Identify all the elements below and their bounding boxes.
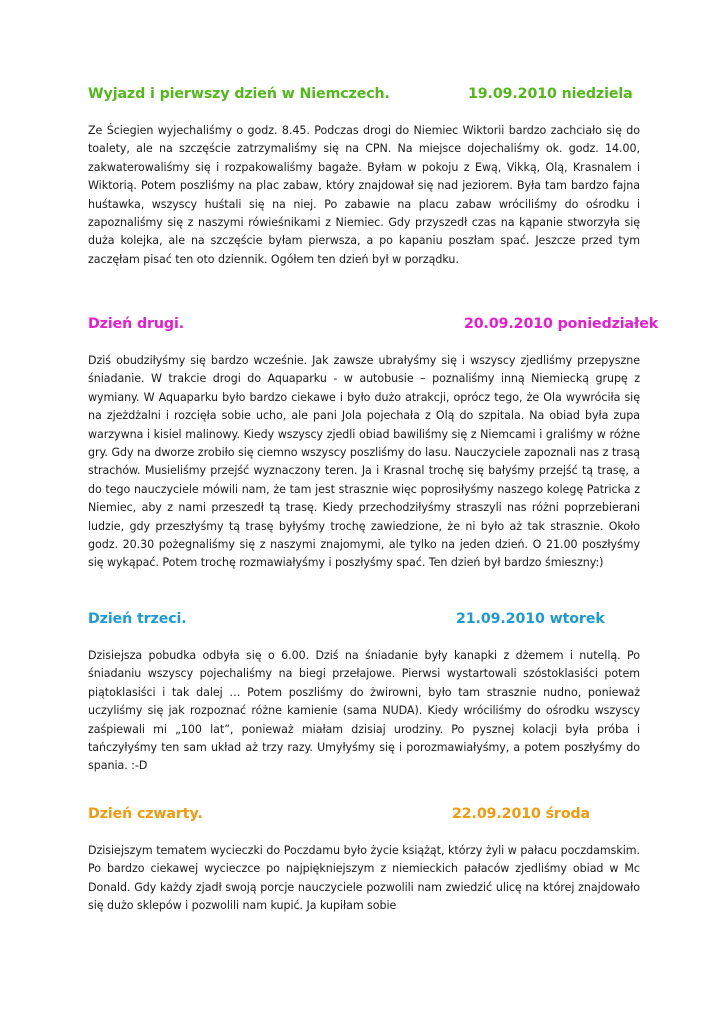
- entry-text: Dzisiejszym tematem wycieczki do Poczdamu było życie książąt, którzy żyli w pałacu poczdamskim. Po bardzo ciekawej wycieczce po najpiękniejszym z niemieckich pałaców zjedliśmy obiad w Mc Donald. Gdy każdy zjadł swoją porcje nauczyciele pozwolili nam zwiedzić ulicę na której znajdowało się dużo sklepów i pozwolili nam kupić. Ja kupiłam sobie: [88, 844, 640, 913]
- entry-heading: [88, 806, 640, 828]
- entry-date: 21.09.2010 wtorek: [456, 611, 605, 627]
- entry-date: 20.09.2010 poniedziałek: [464, 316, 659, 332]
- entry-heading: [88, 611, 640, 633]
- entry-text: Dziś obudziłyśmy się bardzo wcześnie. Jak zawsze ubrałyśmy się i wszyscy zjedliśmy przepyszne śniadanie. W trakcie drogi do Aquaparku - w autobusie – poznaliśmy inną Niemiecką grupę z wymiany. W Aquaparku było bardzo ciekawe i było dużo atrakcji, oprócz tego, że Ola wywróciła się na zjeżdżalni i rozcięła sobie ucho, ale pani Jola pojechała z Olą do szpitala. Na obiad była zupa warzywna i kisiel malinowy. Kiedy wszyscy zjedli obiad bawiliśmy się z Niemcami i graliśmy w różne gry. Gdy na dworze zrobiło się ciemno wszyscy poszliśmy do lasu. Nauczyciele zapoznali nas z trasą strachów. Musieliśmy przejść wyznaczony teren. Ja i Krasnal trochę się bałyśmy przejść tą trasę, a do tego nauczyciele mówili nam, że tam jest strasznie więc poprosiłyśmy naszego kolegę Patricka z Niemiec, aby z nami przeszedł tą trasę. Kiedy przechodziłyśmy straszyli nas różni poprzebierani ludzie, gdy przeszłyśmy tą trasę byłyśmy trochę zawiedzione, że ni było aż tak strasznie. Około godz. 20.30 pożegnaliśmy się z naszymi znajomymi, ale tylko na jeden dzień. O 21.00 poszłyśmy się wykąpać. Potem trochę rozmawiałyśmy i poszłyśmy spać. Ten dzień był bardzo śmieszny:): [88, 354, 640, 570]
- entry-text: Dzisiejsza pobudka odbyła się o 6.00. Dziś na śniadanie były kanapki z dżemem i nutellą. Po śniadaniu wszyscy pojechaliśmy na biegi przełajowe. Pierwsi wystartowali szóstoklasiści potem piątoklasiści i tak dalej … Potem poszliśmy do żwirowni, było tam strasznie nudno, ponieważ uczyliśmy się jak rozpoznać różne kamienie (sama NUDA). Kiedy wróciliśmy do ośrodku wszyscy zaśpiewali mi „100 lat”, ponieważ miałam dzisiaj urodziny. Po pysznej kolacji była próba i tańczyłyśmy ten sam układ aż trzy razy. Umyłyśmy się i porozmawiałyśmy, a potem poszłyśmy do spania. :-D: [88, 649, 640, 773]
- entry-title: Dzień drugi.: [88, 316, 185, 332]
- entry-title: Dzień czwarty.: [88, 806, 203, 822]
- diary-entry-day-2: [88, 316, 659, 573]
- entry-title: Dzień trzeci.: [88, 611, 187, 627]
- entry-date: 19.09.2010 niedziela: [468, 86, 633, 102]
- diary-entry-day-3: [88, 611, 640, 776]
- entry-heading: [88, 86, 640, 108]
- entry-heading: [88, 316, 659, 338]
- diary-entry-day-4: [88, 806, 640, 916]
- entry-date: 22.09.2010 środa: [452, 806, 591, 822]
- entry-title: Wyjazd i pierwszy dzień w Niemczech.: [88, 86, 390, 102]
- entry-text: Ze Ściegien wyjechaliśmy o godz. 8.45. Podczas drogi do Niemiec Wiktorii bardzo zachciało się do toalety, ale na szczęście zatrzymaliśmy się na CPN. Na miejsce dojechaliśmy ok. godz. 14.00, zakwaterowaliśmy się i rozpakowaliśmy bagaże. Byłam w pokoju z Ewą, Vikką, Olą, Krasnalem i Wiktorią. Potem poszliśmy na plac zabaw, który znajdował się nad jeziorem. Była tam bardzo fajna huśtawka, wszyscy huśtali się na niej. Po zabawie na placu zabaw wróciliśmy do ośrodku i zapoznaliśmy się z naszymi rówieśnikami z Niemiec. Gdy przyszedł czas na kąpanie stworzyła się duża kolejka, ale na szczęście byłam pierwsza, a po kapaniu poszłam spać. Jeszcze przed tym zaczęłam pisać ten oto dziennik. Ogółem ten dzień był w porządku.: [88, 124, 640, 266]
- diary-entry-day-1: [88, 86, 640, 269]
